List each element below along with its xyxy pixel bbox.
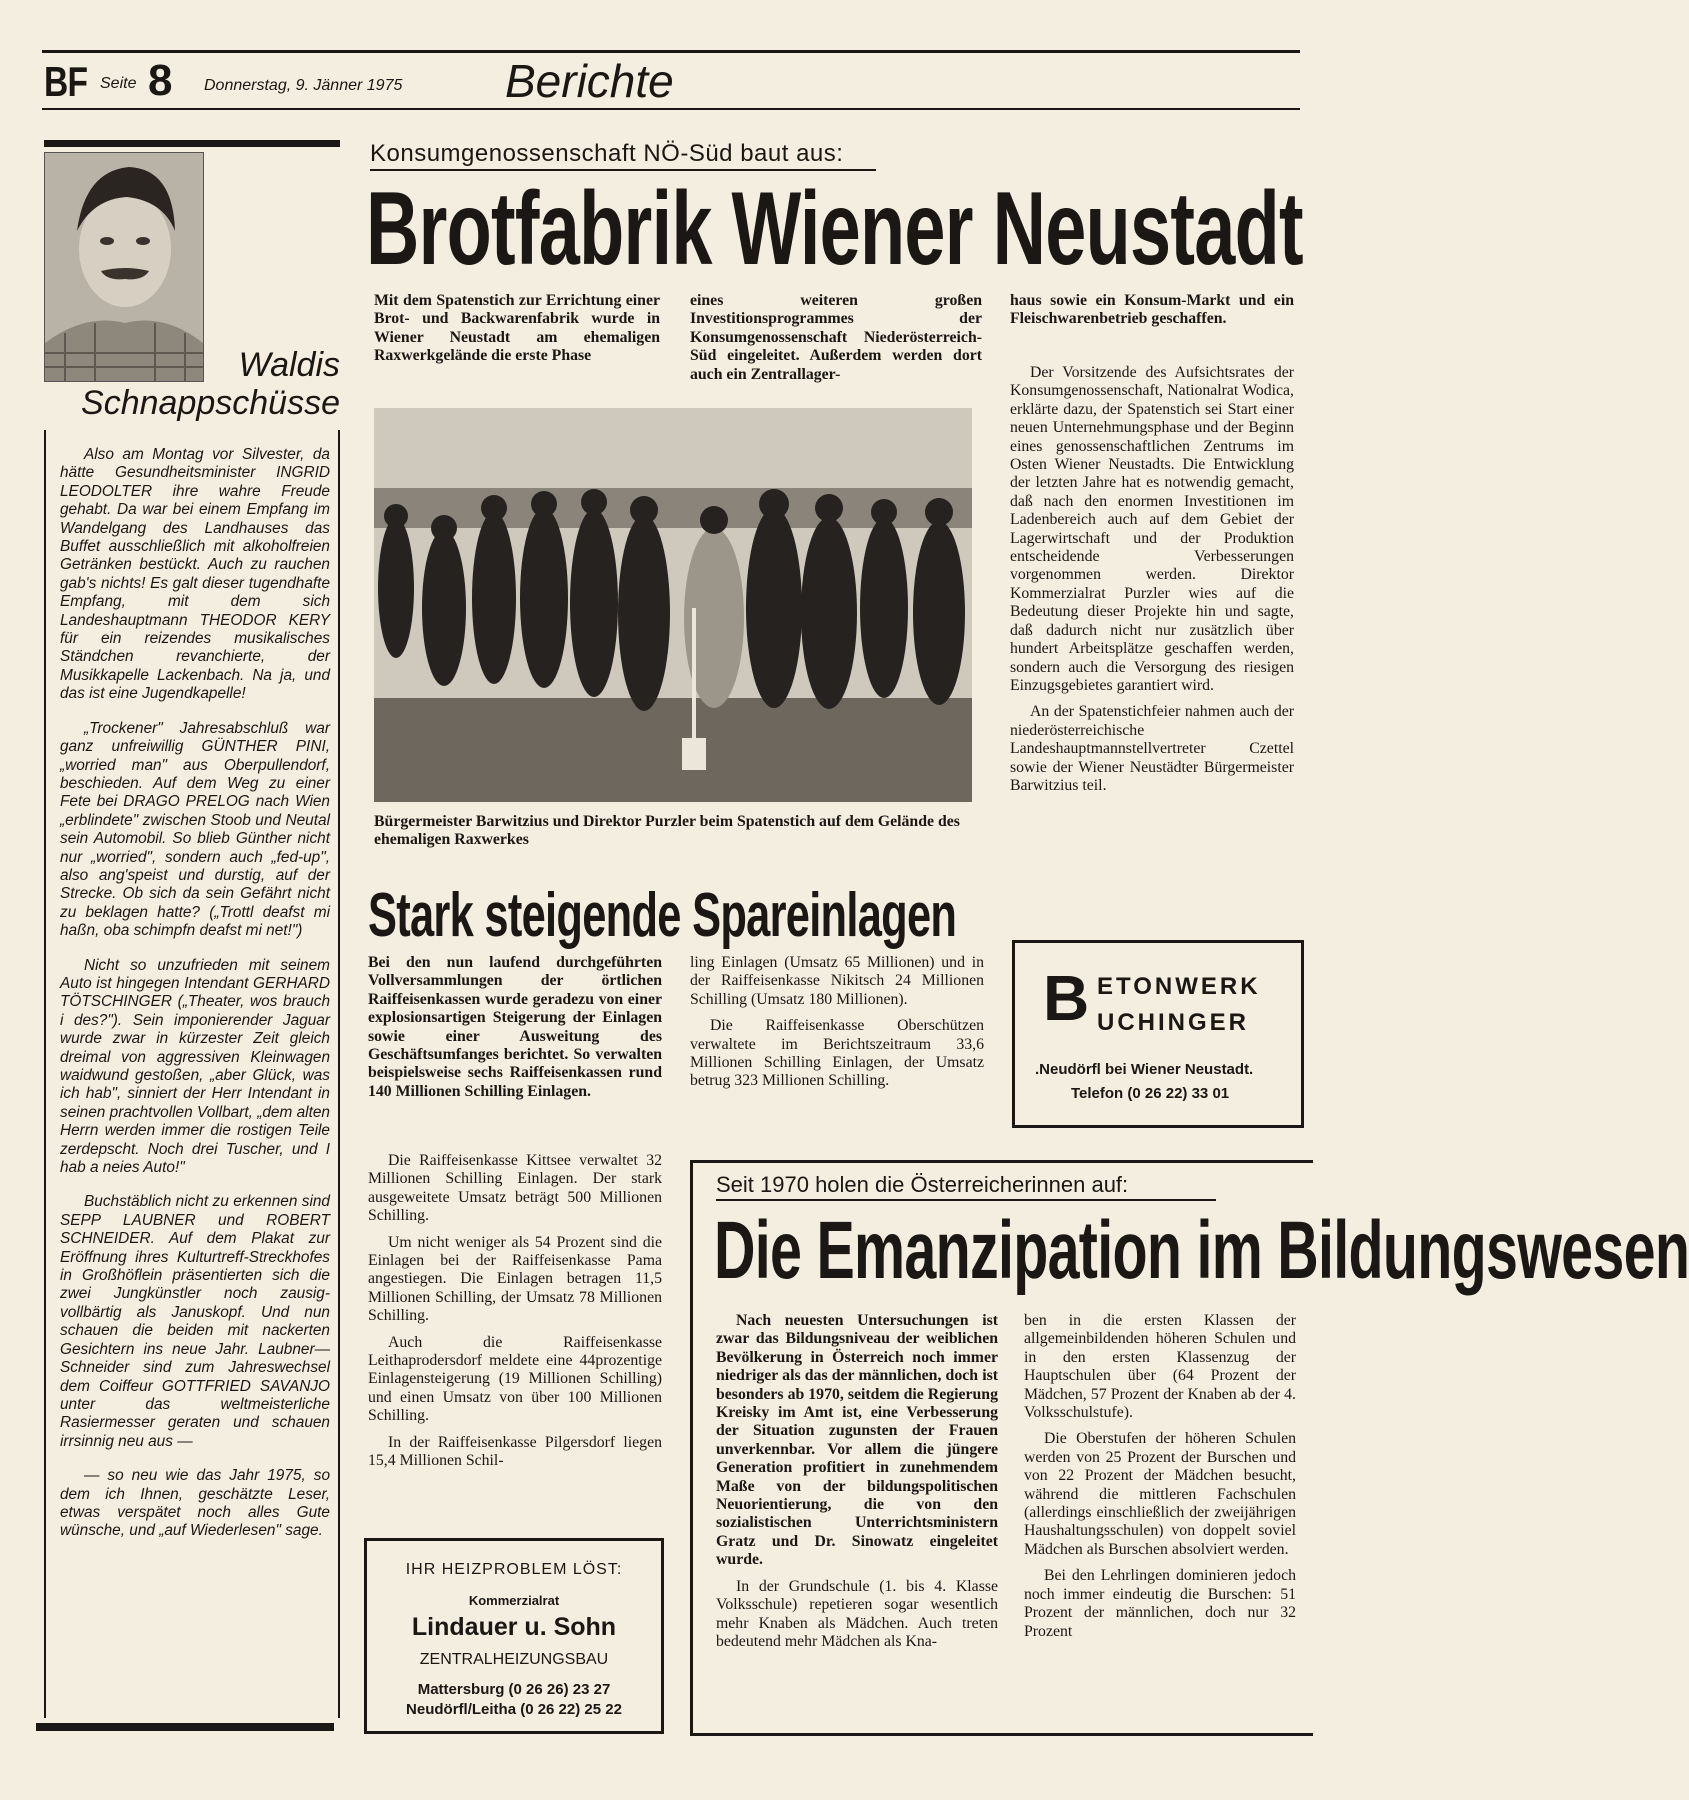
column-paragraph: „Trockener" Jahresabschluß war ganz unfreiwillig GÜNTHER PINI, „worried man" aus Oberpullendorf, beschieden. Auf dem Weg zu einer Fete bei DRAGO PRELOG nach Wien „erblindete" zwischen Stoob und Neutal sein Automobil. So blieb Günther nicht nur „worried", sondern auch „fed-up", also ang'speist und durstig, auf der Strecke. Ob sich da sein Gefährt nicht zu beklagen hatte? („Trottl deafst mi haßn, oba schimpfn deafst mi net!") <box>60 719 330 940</box>
betonwerk-ad <box>1012 940 1304 1128</box>
article3-paragraph: Bei den Lehrlingen dominieren jedoch noch immer eindeutig die Burschen: 51 Prozent der männlichen, doch nur 32 Prozent <box>1024 1567 1296 1640</box>
article1-paragraph: An der Spatenstichfeier nahmen auch der niederösterreichische Landeshauptmannstellvertreter Czettel sowie der Wiener Neustädter Bürgermeister Barwitzius teil. <box>1010 703 1294 794</box>
column-body <box>60 446 330 1557</box>
article3-paragraph: ben in die ersten Klassen der allgemeinbildenden höheren Schulen und in den ersten Klassenzug der Hauptschulen über (64 Prozent der Mädchen, 57 Prozent der Knaben ab der 4. Volksschulstufe). <box>1024 1312 1296 1422</box>
article2-col2 <box>690 954 984 1099</box>
column-paragraph: Also am Montag vor Silvester, da hätte Gesundheitsminister INGRID LEODOLTER ihre wahre Freude gehabt. Da war bei einem Empfang im Wandelgang des Landhauses das Buffet ausschließlich mit alkoholfreien Getränken bestückt. Auch zu rauchen gab's nichts! Es galt dieser tugendhafte Empfang, mit dem sich Landeshauptmann THEODOR KERY für ein reizendes musikalisches Ständchen revanchierte, der Musikkapelle Lackenbach. Na ja, und das ist eine Jugendkapelle! <box>60 446 330 703</box>
column-bottom-bar <box>36 1723 334 1731</box>
column-paragraph: Buchstäblich nicht zu erkennen sind SEPP LAUBNER und ROBERT SCHNEIDER. Auf dem Plakat zur Eröffnung ihres Kulturtreff-Streckhofes in Großhöflein präsentierten sich die zwei Jungkünstler noch zausig-vollbärtig als Januskopf. Und nun schauen die beiden mit nackerten Gesichtern ins neue Jahr. Laubner—Schneider sind zum Jahreswechsel dem Coiffeur GOTTFRIED SAVANJO unter das weltmeisterliche Rasiermesser geraten und schauen irrsinnig neu aus — <box>60 1193 330 1450</box>
article2-col1 <box>368 1152 662 1479</box>
heating-ad-company: Lindauer u. Sohn <box>411 1613 617 1641</box>
newspaper-logo: BF <box>44 58 88 105</box>
groundbreaking-photo <box>374 408 972 802</box>
article3-col2 <box>1024 1312 1296 1649</box>
article1-paragraph: Der Vorsitzende des Aufsichtsrates der Konsumgenossenschaft, Nationalrat Wodica, erklärte dazu, der Spatenstich sei Start einer neuen Unternehmungsphase und der Beginn eines genossenschaftlichen Zentrums im Osten Wiener Neustadts. Die Entwicklung der letzten Jahre hat es notwendig gemacht, daß nach den enormen Investitionen im Ladenbereich auch auf dem Gebiet der Lagerwirtschaft und der Produktion entscheidende Verbesserungen vorgenommen werden. Direktor Kommerzialrat Purzler wies auf die Bedeutung dieser Projekte hin und sagte, daß dadurch nicht nur zusätzlich über hundert Arbeitsplätze geschaffen werden, sondern auch die Versorgung des riesigen Einzugsgebietes garantiert wird. <box>1010 364 1294 694</box>
article1-lead-col2: eines weiteren großen Investitionsprogrammes der Konsumgenossenschaft Niederösterreich-Süd eingeleitet. Außerdem werden dort auch ein Zentrallager- <box>690 292 982 383</box>
article2-paragraph: In der Raiffeisenkasse Pilgersdorf liegen 15,4 Millionen Schil- <box>368 1433 662 1470</box>
article2-lead: Bei den nun laufend durchgeführten Vollversammlungen der örtlichen Raiffeisenkassen wurde geradezu von einer explosionsartigen Steigerung der Einlagen sowie einer Ausweitung des Geschäftsumfanges berichtet. So verwalten beispielsweise sechs Raiffeisenkassen rund 140 Millionen Schilling Einlagen. <box>368 954 662 1100</box>
portrait-icon <box>45 153 203 381</box>
article3-col1 <box>716 1312 998 1659</box>
betonwerk-line2: UCHINGER <box>1097 1009 1250 1036</box>
heating-ad-phone1: Mattersburg (0 26 26) 23 27 <box>417 1681 611 1698</box>
column-right-rule <box>338 430 340 1718</box>
article1-kicker: Konsumgenossenschaft NÖ-Süd baut aus: <box>370 140 844 167</box>
betonwerk-address: .Neudörfl bei Wiener Neustadt. <box>1035 1061 1254 1078</box>
article3-kicker-underline <box>716 1199 1216 1201</box>
heating-ad-title: Kommerzialrat <box>468 1593 560 1608</box>
article2-paragraph: Um nicht weniger als 54 Prozent sind die Einlagen bei der Raiffeisenkasse Pama angestiegen. Die Einlagen betragen 11,5 Millionen Schilling, der Umsatz 78 Millionen Schilling. <box>368 1233 662 1325</box>
betonwerk-phone: Telefon (0 26 22) 33 01 <box>1071 1085 1230 1102</box>
photo-icon <box>374 408 972 802</box>
article2-headline: Stark steigende Spareinlagen <box>368 881 957 950</box>
article2-paragraph: Die Raiffeisenkasse Kittsee verwaltet 32 Millionen Schilling Einlagen. Der stark ausgeweitete Umsatz beträgt 500 Millionen Schilling. <box>368 1152 662 1225</box>
article3-kicker: Seit 1970 holen die Österreicherinnen auf: <box>716 1172 1129 1197</box>
masthead-top-rule <box>42 50 1300 53</box>
article1-lead-col3: haus sowie ein Konsum-Markt und ein Fleischwarenbetrieb geschaffen. <box>1010 292 1294 328</box>
article2-paragraph: ling Einlagen (Umsatz 65 Millionen) und in der Raiffeisenkasse Nikitsch 24 Millionen Schilling (Umsatz 180 Millionen). <box>690 954 984 1008</box>
betonwerk-big-letter: B <box>1043 962 1090 1034</box>
photo-caption: Bürgermeister Barwitzius und Direktor Purzler beim Spatenstich auf dem Gelände des ehemaligen Raxwerkes <box>374 813 960 849</box>
column-title-line1: Waldis <box>238 346 340 384</box>
column-title-line2: Schnappschüsse <box>81 384 340 422</box>
section-title: Berichte <box>505 55 674 107</box>
article3-paragraph: In der Grundschule (1. bis 4. Klasse Volksschule) repetieren sogar wesentlich mehr Knaben als Mädchen. Auch treten bedeutend mehr Mädchen als Kna- <box>716 1577 998 1650</box>
page-label: Seite <box>100 75 137 92</box>
article1-headline: Brotfabrik Wiener Neustadt <box>366 171 1303 287</box>
betonwerk-line1: ETONWERK <box>1097 973 1261 1000</box>
article2-paragraph: Auch die Raiffeisenkasse Leithaprodersdorf meldete eine 44prozentige Einlagensteigerung (19 Millionen Schilling) und einen Umsatz von über 100 Millionen Schilling. <box>368 1333 662 1425</box>
column-paragraph: — so neu wie das Jahr 1975, so dem ich Ihnen, geschätzte Leser, etwas verspätet noch alles Gute wünsche, und „auf Wiederlesen" sage. <box>60 1467 330 1540</box>
heating-ad-tagline: IHR HEIZPROBLEM LÖST: <box>405 1561 623 1578</box>
page-number: 8 <box>148 56 173 105</box>
article1-right-column <box>1010 364 1294 803</box>
heating-ad <box>364 1538 664 1734</box>
article3-lead: Nach neuesten Untersuchungen ist zwar das Bildungsniveau der weiblichen Bevölkerung in Österreich noch immer niedriger als das der männlichen, doch ist besonders ab 1970, seitdem die Regierung Kreisky im Amt ist, eine Verbesserung der Situation zugunsten der Frauen unverkennbar. Vor allem die jüngere Generation profitiert in zunehmendem Maße von der bildungspolitischen Neuorientierung, die von den sozialistischen Unterrichtsministern Gratz und Dr. Sinowatz eingeleitet wurde. <box>716 1312 998 1569</box>
column-paragraph: Nicht so unzufrieden mit seinem Auto ist hingegen Intendant GERHARD TÖTSCHINGER („Theater, wos brauch i des?"). Sein imponierender Jaguar wurde zwar in kürzester Zeit gleich dreimal von aggressiven Kleinwagen waidwund gestoßen, „aber Glück, was ich hab", sinniert der Herr Intendant in seinen prachtvollen Vollbart, „dem alten Herrn werden immer die rostigen Teile zerdepscht. Noch drei Tuscher, und I hab a neies Auto!" <box>60 956 330 1177</box>
issue-date: Donnerstag, 9. Jänner 1975 <box>204 77 403 94</box>
article2-paragraph: Die Raiffeisenkasse Oberschützen verwaltete im Berichtszeitraum 33,6 Millionen Schilling Einlagen, der Umsatz betrug 323 Millionen Schilling. <box>690 1017 984 1090</box>
masthead-bottom-rule <box>42 108 1300 110</box>
author-portrait <box>44 152 204 382</box>
column-left-rule <box>44 430 46 1718</box>
heating-ad-trade: ZENTRALHEIZUNGSBAU <box>419 1651 609 1668</box>
article3-paragraph: Die Oberstufen der höheren Schulen werden von 25 Prozent der Burschen und von 22 Prozent der Mädchen besucht, während die mittleren Fachschulen (allerdings einschließlich der zweijährigen Haushaltungsschulen) von doppelt soviel Mädchen als Burschen absolviert werden. <box>1024 1430 1296 1558</box>
article3-headline: Die Emanzipation im Bildungswesen <box>714 1205 1689 1296</box>
heating-ad-phone2: Neudörfl/Leitha (0 26 22) 25 22 <box>406 1701 622 1718</box>
article1-lead-col1: Mit dem Spatenstich zur Errichtung einer Brot- und Backwarenfabrik wurde in Wiener Neustadt am ehemaligen Raxwerkgelände die erste Phase <box>374 292 660 365</box>
column-top-bar <box>44 140 340 147</box>
